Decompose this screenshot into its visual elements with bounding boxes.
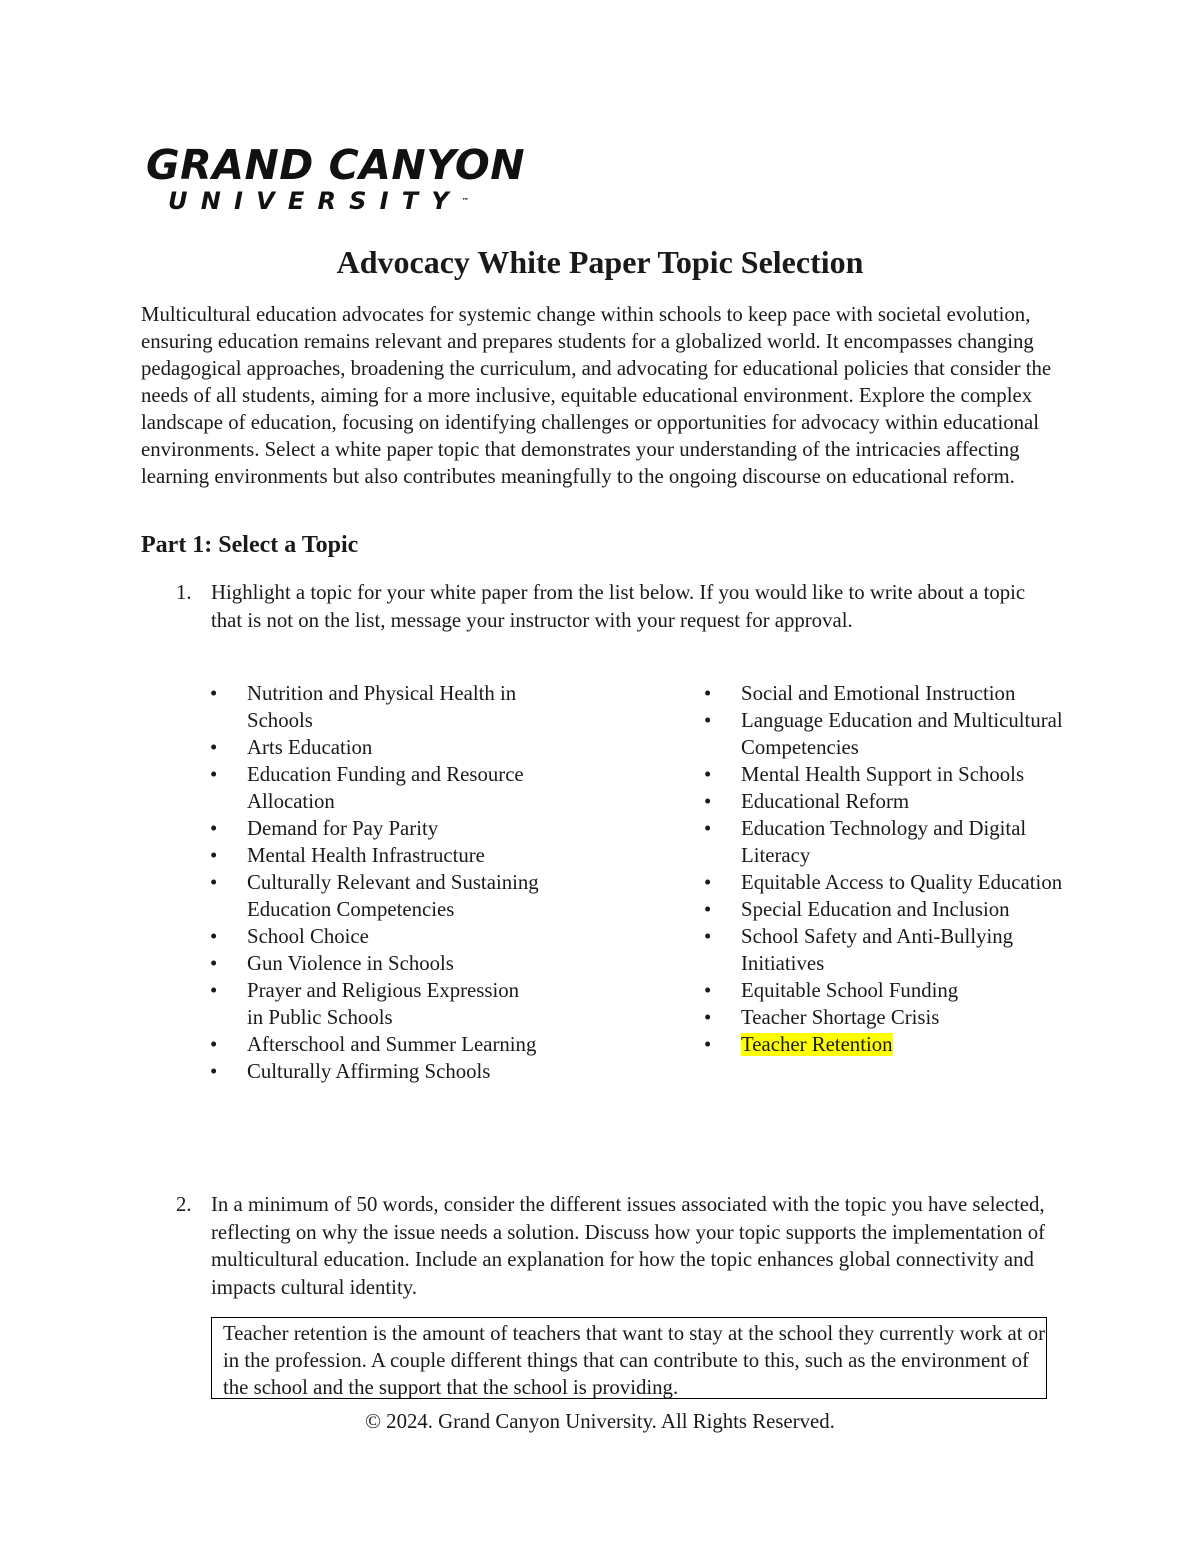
bullet-icon: • [210,1033,218,1056]
bullet-icon: • [704,925,712,948]
topic-label: Special Education and Inclusion [741,898,1010,921]
topic-label: Equitable School Funding [741,979,959,1002]
topic-item[interactable] [704,680,1064,707]
topic-item[interactable] [704,869,1064,896]
topic-label: Mental Health Support in Schools [741,763,1025,786]
topic-item[interactable] [210,815,540,842]
topic-label: Mental Health Infrastructure [247,844,485,867]
part1-heading: Part 1: Select a Topic [141,532,359,558]
topic-label: Language Education and Multicultural Competencies [741,709,1063,759]
bullet-icon: • [704,709,712,732]
bullet-icon: • [210,682,218,705]
topic-item[interactable] [704,896,1064,923]
bullet-icon: • [210,1060,218,1083]
question-2 [176,1191,1056,1301]
topic-label: Educational Reform [741,790,910,813]
topic-label: School Choice [247,925,369,948]
topic-item[interactable] [210,734,540,761]
topic-label: Teacher Retention [741,1033,893,1056]
question-2-number: 2. [176,1193,192,1216]
logo-line2 [168,187,476,215]
bullet-icon: • [210,979,218,1002]
topic-label: Culturally Relevant and Sustaining Education Competencies [247,871,539,921]
topic-label: Education Funding and Resource Allocation [247,763,524,813]
topic-item[interactable] [704,977,1064,1004]
question-1 [176,579,1056,634]
topic-label: Prayer and Religious Expression in Public Schools [247,979,520,1029]
bullet-icon: • [210,871,218,894]
topic-label: Arts Education [247,736,373,759]
topic-label: School Safety and Anti-Bullying Initiatives [741,925,1014,975]
bullet-icon: • [704,1006,712,1029]
question-2-text: In a minimum of 50 words, consider the different issues associated with the topic you have selected, reflecting on why the issue needs a solution. Discuss how your topic supports the implementation of multicultural education. Include an explanation for how the topic enhances global connectivity and impacts cultural identity. [211,1193,1046,1299]
topic-list-left [210,680,540,1085]
intro-paragraph: Multicultural education advocates for systemic change within schools to keep pace with societal evolution, ensuring education remains relevant and prepares students for a globalized world. It encompasses changing pedagogical approaches, broadening the curriculum, and advocating for educational policies that consider the needs of all students, aiming for a more inclusive, equitable educational environment. Explore the complex landscape of education, focusing on identifying challenges or opportunities for advocacy within educational environments. Select a white paper topic that demonstrates your understanding of the intricacies affecting learning environments but also contributes meaningfully to the ongoing discourse on educational reform. [141,303,1052,488]
topic-item[interactable] [210,680,540,734]
topic-item[interactable] [210,923,540,950]
topic-item[interactable] [704,1031,1064,1058]
topic-label: Culturally Affirming Schools [247,1060,491,1083]
logo-line1: GRAND CANYON [146,141,526,189]
topic-item[interactable] [210,842,540,869]
topic-label: Social and Emotional Instruction [741,682,1016,705]
topic-item[interactable] [210,1058,540,1085]
bullet-icon: • [210,736,218,759]
bullet-icon: • [210,763,218,786]
copyright-footer: © 2024. Grand Canyon University. All Rights Reserved. [365,1410,835,1433]
topic-item[interactable] [210,761,540,815]
topic-item[interactable] [210,1031,540,1058]
topic-item[interactable] [704,788,1064,815]
topic-item[interactable] [210,869,540,923]
logo-line2-text: UNIVERSITY [168,187,462,215]
topic-label: Nutrition and Physical Health in Schools [247,682,517,732]
bullet-icon: • [704,790,712,813]
answer-textbox[interactable]: Teacher retention is the amount of teachers that want to stay at the school they currently work at or in the profession. A couple different things that can contribute to this, such as the environment of the school and the support that the school is providing. [211,1317,1047,1399]
topic-item[interactable] [210,950,540,977]
bullet-icon: • [704,1033,712,1056]
bullet-icon: • [210,844,218,867]
topic-label: Gun Violence in Schools [247,952,454,975]
bullet-icon: • [704,979,712,1002]
bullet-icon: • [704,763,712,786]
topic-item[interactable] [704,815,1064,869]
bullet-icon: • [210,952,218,975]
bullet-icon: • [704,817,712,840]
topic-label: Teacher Shortage Crisis [741,1006,940,1029]
topic-label: Demand for Pay Parity [247,817,439,840]
gcu-logo [146,141,526,215]
topic-label: Education Technology and Digital Literacy [741,817,1027,867]
topic-label: Afterschool and Summer Learning [247,1033,537,1056]
logo-trademark: ™ [461,197,469,205]
bullet-icon: • [704,871,712,894]
topic-item[interactable] [704,707,1064,761]
topic-item[interactable] [704,1004,1064,1031]
bullet-icon: • [704,898,712,921]
bullet-icon: • [704,682,712,705]
question-1-number: 1. [176,581,192,604]
topic-label: Equitable Access to Quality Education [741,871,1063,894]
topic-item[interactable] [704,923,1064,977]
topic-list-right [704,680,1064,1058]
bullet-icon: • [210,817,218,840]
question-1-text: Highlight a topic for your white paper from the list below. If you would like to write about a topic that is not on the list, message your instructor with your request for approval. [211,581,1026,632]
page-title: Advocacy White Paper Topic Selection [336,244,864,280]
bullet-icon: • [210,925,218,948]
topic-item[interactable] [704,761,1064,788]
topic-item[interactable] [210,977,540,1031]
